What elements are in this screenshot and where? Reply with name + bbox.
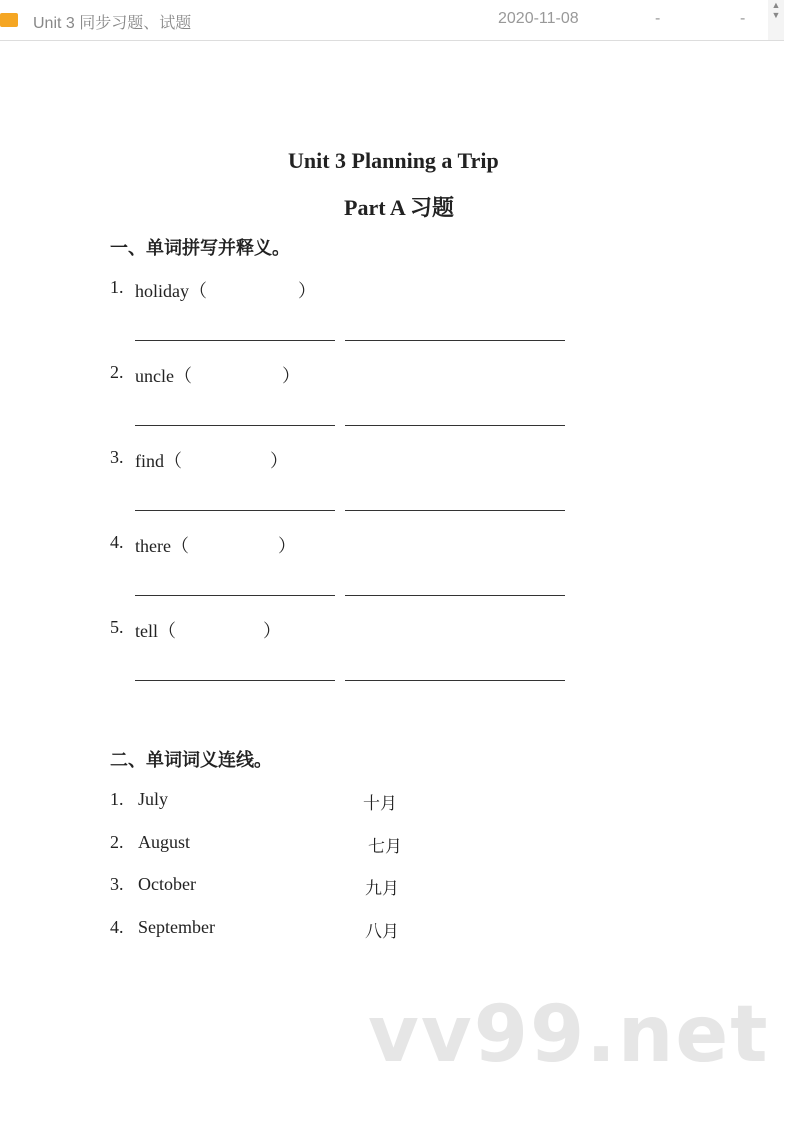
file-col1: - <box>655 10 661 27</box>
answer-line <box>135 340 335 341</box>
spelling-item-word: uncle（ <box>135 366 192 386</box>
spelling-item-number: 2. <box>110 362 124 382</box>
spelling-item-word: holiday（ <box>135 281 207 301</box>
section2-heading: 二、单词词义连线。 <box>110 750 272 771</box>
answer-line <box>135 595 335 596</box>
meaning-line <box>345 595 565 596</box>
meaning-line <box>345 510 565 511</box>
answer-line <box>135 510 335 511</box>
spelling-item-word: find（ <box>135 451 182 471</box>
doc-subtitle: Part A 习题 <box>344 195 454 220</box>
doc-title: Unit 3 Planning a Trip <box>288 148 499 173</box>
match-item-number: 4. <box>110 916 124 937</box>
match-item-meaning: 十月 <box>363 794 397 814</box>
spelling-item-close-paren: ） <box>270 451 288 471</box>
watermark: vv99.net <box>368 990 770 1080</box>
file-row[interactable] <box>0 0 784 41</box>
spelling-item-word: tell（ <box>135 621 176 641</box>
spelling-item-number: 3. <box>110 447 124 467</box>
answer-line <box>135 425 335 426</box>
answer-line <box>135 680 335 681</box>
spelling-item-number: 1. <box>110 277 124 297</box>
file-title[interactable]: Unit 3 同步习题、试题 <box>33 15 192 32</box>
spelling-item-close-paren: ） <box>282 366 300 386</box>
spelling-item-number: 5. <box>110 617 124 637</box>
match-item-number: 2. <box>110 831 124 852</box>
file-date: 2020-11-08 <box>498 10 579 27</box>
spelling-item-close-paren: ） <box>298 281 316 301</box>
section1-heading: 一、单词拼写并释义。 <box>110 238 290 259</box>
match-item-word: August <box>138 831 191 852</box>
meaning-line <box>345 340 565 341</box>
match-item-number: 1. <box>110 789 124 809</box>
spelling-item-close-paren: ） <box>263 621 281 641</box>
match-item-meaning: 七月 <box>368 836 402 857</box>
meaning-line <box>345 680 565 681</box>
meaning-line <box>345 425 565 426</box>
match-item-meaning: 八月 <box>365 921 399 942</box>
match-item-word: October <box>138 874 196 894</box>
spelling-item-word: there（ <box>135 536 189 556</box>
spelling-item-number: 4. <box>110 532 124 552</box>
match-item-number: 3. <box>110 874 124 894</box>
scrollbar[interactable]: ▲ ▼ <box>768 0 784 40</box>
match-item-meaning: 九月 <box>365 879 399 899</box>
match-item-word: July <box>138 789 169 809</box>
spelling-item-close-paren: ） <box>278 536 296 556</box>
folder-icon <box>0 13 18 27</box>
file-col2: - <box>740 10 746 27</box>
match-item-word: September <box>138 916 215 937</box>
